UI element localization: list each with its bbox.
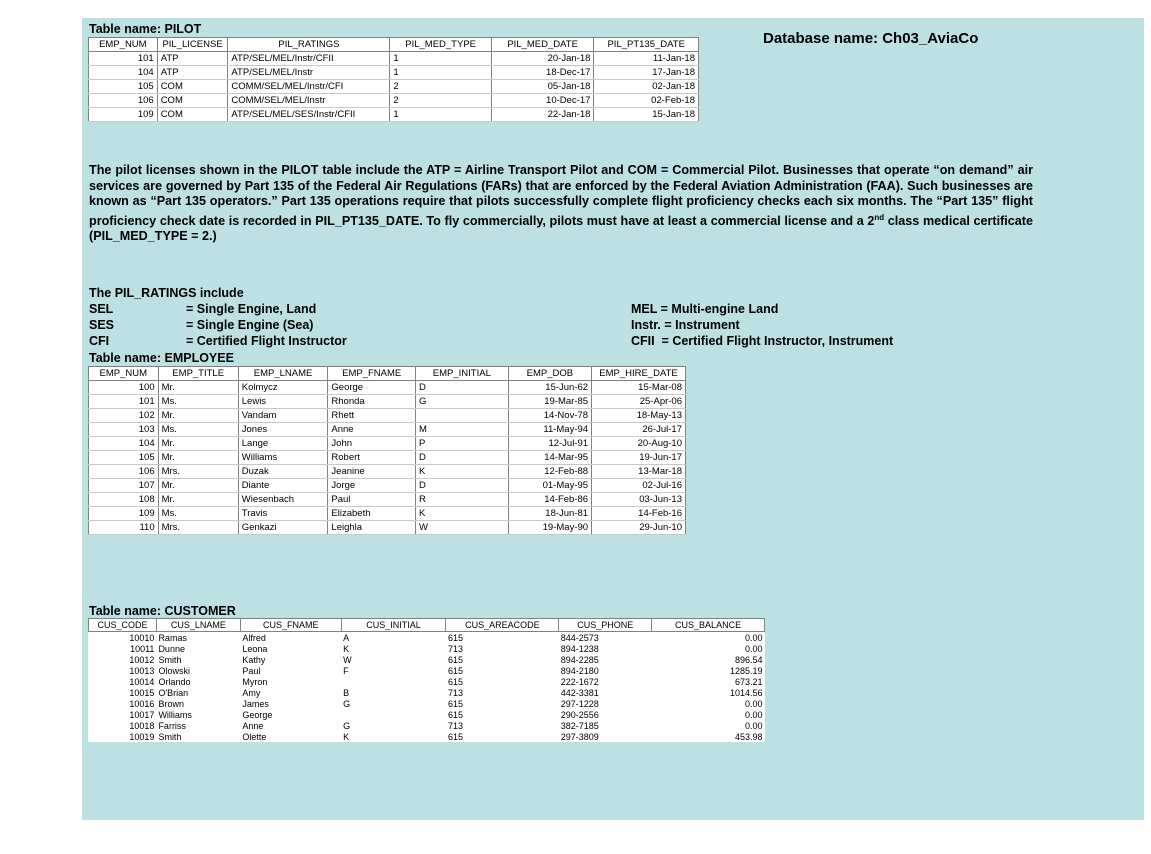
customer-row [89,698,765,709]
employee-cell-fname: John [328,437,416,451]
employee-cell-fname: Anne [328,423,416,437]
customer-cell-areacode: 615 [447,698,463,709]
employee-cell-lname: Wiesenbach [238,493,328,507]
pilot-cell-med-date: 05-Jan-18 [491,80,594,94]
pilot-cell-med-type: 2 [390,80,491,94]
employee-cell-initial: D [415,479,508,493]
rating-mel: MEL = Multi-engine Land [631,302,779,316]
employee-cell-dob: 19-May-90 [508,521,591,535]
customer-cell-balance: 453.98 [734,731,763,742]
pilot-cell-ratings: COMM/SEL/MEL/Instr [228,94,390,108]
customer-cell-initial [341,676,446,687]
pilot-cell-emp-num: 104 [89,66,158,80]
employee-cell-initial: G [415,395,508,409]
employee-col-dob: EMP_DOB [508,367,591,381]
customer-table-title: Table name: CUSTOMER [89,604,236,618]
employee-cell-lname: Lange [238,437,328,451]
pilot-row [89,108,699,122]
customer-cell-code: 10016 [129,698,155,709]
pilot-cell-pt135-date: 02-Jan-18 [594,80,699,94]
pilot-row [89,66,699,80]
customer-cell-phone: 894-1238 [560,643,599,654]
customer-cell-lname: Farriss [158,720,186,731]
employee-cell-hire-date: 18-May-13 [592,409,686,423]
customer-cell-phone: 844-2573 [560,632,599,643]
paragraph-main: The pilot licenses shown in the PILOT table include the ATP = Airline Transport Pilot and COM = Commercial Pilot. Businesses that operate “on demand” air services are governed by Part 135 of the Federal Air Regulations (FARs) that are enforced by the Federal Aviation Administration (FAA). Such businesses are known as “Part 135 operators.” Part 135 operations require that pilots successfully complete flight proficiency checks each six months. The “Part 135” flight proficiency check date is recorded in PIL_PT135_DATE. To fly commercially, pilots must have at least a commercial license and a 2 [89,163,1033,228]
employee-cell-dob: 12-Feb-88 [508,465,591,479]
pilot-cell-med-type: 2 [390,94,491,108]
customer-cell-areacode: 615 [447,632,463,643]
employee-cell-emp-num: 106 [89,465,159,479]
employee-table-title: Table name: EMPLOYEE [89,351,234,365]
employee-cell-title: Mr. [158,493,238,507]
employee-cell-lname: Williams [238,451,328,465]
pilot-cell-med-date: 22-Jan-18 [491,108,594,122]
customer-col-balance: CUS_BALANCE [652,619,765,632]
customer-cell-initial: W [343,654,352,665]
employee-cell-title: Mrs. [158,521,238,535]
customer-header-row [89,619,765,632]
customer-cell-fname: George [242,709,273,720]
pilot-cell-emp-num: 105 [89,80,158,94]
employee-cell-fname: Jeanine [328,465,416,479]
employee-cell-initial: R [415,493,508,507]
customer-cell-phone: 442-3381 [560,687,599,698]
employee-cell-emp-num: 110 [89,521,159,535]
employee-cell-lname: Vandam [238,409,328,423]
customer-row [89,709,765,720]
rating-desc-sel: = Single Engine, Land [186,302,317,316]
customer-cell-lname: Orlando [158,676,191,687]
customer-cell-lname: Dunne [158,643,185,654]
employee-cell-title: Mr. [158,451,238,465]
customer-cell-lname: Smith [158,731,182,742]
employee-cell-emp-num: 104 [89,437,159,451]
employee-table [88,366,686,535]
customer-cell-initial [341,709,446,720]
pilot-cell-ratings: COMM/SEL/MEL/Instr/CFI [228,80,390,94]
rating-desc-ses: = Single Engine (Sea) [186,318,314,332]
employee-cell-dob: 19-Mar-85 [508,395,591,409]
pilot-cell-med-date: 10-Dec-17 [491,94,594,108]
employee-cell-lname: Duzak [238,465,328,479]
employee-cell-initial: P [415,437,508,451]
employee-cell-dob: 01-May-95 [508,479,591,493]
employee-col-hire-date: EMP_HIRE_DATE [592,367,686,381]
rating-code-ses: SES [89,318,115,332]
pilot-cell-med-type: 1 [390,52,491,66]
employee-row [89,451,686,465]
employee-cell-title: Ms. [158,395,238,409]
customer-cell-lname: O'Brian [158,687,189,698]
pilot-col-med-date: PIL_MED_DATE [491,38,594,52]
customer-cell-initial: K [343,731,350,742]
customer-row [89,687,765,698]
employee-col-initial: EMP_INITIAL [415,367,508,381]
customer-cell-balance: 1014.56 [729,687,763,698]
customer-row [89,654,765,665]
customer-cell-initial: A [343,632,350,643]
description-paragraph [89,163,1033,245]
employee-col-fname: EMP_FNAME [328,367,416,381]
customer-cell-lname: Brown [158,698,184,709]
employee-cell-initial: D [415,381,508,395]
customer-cell-areacode: 713 [447,720,463,731]
customer-table [88,618,765,742]
pilot-cell-pt135-date: 15-Jan-18 [594,108,699,122]
rating-desc-cfi: = Certified Flight Instructor [186,334,347,348]
customer-cell-initial: B [343,687,350,698]
customer-row [89,665,765,676]
employee-cell-fname: Rhonda [328,395,416,409]
pilot-cell-license: COM [157,94,228,108]
customer-cell-code: 10011 [130,643,155,654]
employee-cell-lname: Travis [238,507,328,521]
rating-instr: Instr. = Instrument [631,318,740,332]
customer-row [89,632,765,644]
customer-cell-balance: 0.00 [744,632,763,643]
employee-row [89,395,686,409]
customer-cell-balance: 0.00 [744,709,763,720]
customer-cell-areacode: 615 [447,665,463,676]
employee-cell-dob: 14-Mar-95 [508,451,591,465]
employee-cell-emp-num: 109 [89,507,159,521]
employee-cell-lname: Genkazi [238,521,328,535]
employee-cell-emp-num: 101 [89,395,159,409]
employee-cell-emp-num: 108 [89,493,159,507]
pilot-cell-pt135-date: 02-Feb-18 [594,94,699,108]
employee-row [89,507,686,521]
customer-col-initial: CUS_INITIAL [341,619,446,632]
employee-cell-dob: 15-Jun-62 [508,381,591,395]
employee-cell-emp-num: 100 [89,381,159,395]
employee-cell-title: Mr. [158,479,238,493]
customer-cell-phone: 290-2556 [560,709,599,720]
employee-cell-dob: 12-Jul-91 [508,437,591,451]
customer-cell-code: 10010 [129,632,155,643]
employee-cell-emp-num: 107 [89,479,159,493]
customer-cell-fname: Olette [242,731,267,742]
pilot-cell-med-type: 1 [390,66,491,80]
customer-cell-areacode: 713 [447,643,463,654]
customer-cell-phone: 894-2180 [560,665,599,676]
employee-cell-hire-date: 25-Apr-06 [592,395,686,409]
customer-cell-fname: James [242,698,269,709]
pilot-cell-license: COM [157,80,228,94]
customer-cell-balance: 673.21 [734,676,763,687]
employee-cell-lname: Jones [238,423,328,437]
employee-cell-title: Ms. [158,507,238,521]
customer-cell-code: 10014 [129,676,155,687]
employee-cell-hire-date: 19-Jun-17 [592,451,686,465]
customer-cell-phone: 297-1228 [560,698,599,709]
pilot-cell-ratings: ATP/SEL/MEL/Instr/CFII [228,52,390,66]
employee-cell-initial: K [415,507,508,521]
pilot-col-pt135-date: PIL_PT135_DATE [594,38,699,52]
employee-cell-hire-date: 26-Jul-17 [592,423,686,437]
customer-cell-areacode: 615 [447,676,463,687]
employee-row [89,437,686,451]
employee-cell-initial: K [415,465,508,479]
employee-cell-hire-date: 03-Jun-13 [592,493,686,507]
customer-cell-code: 10012 [129,654,155,665]
employee-cell-fname: Robert [328,451,416,465]
customer-cell-lname: Olowski [158,665,190,676]
customer-cell-phone: 894-2285 [560,654,599,665]
customer-cell-lname: Williams [158,709,192,720]
employee-cell-initial: D [415,451,508,465]
customer-row [89,720,765,731]
paragraph-superscript: nd [874,212,885,222]
customer-cell-balance: 0.00 [744,643,763,654]
employee-cell-fname: Leighla [328,521,416,535]
pilot-row [89,80,699,94]
pilot-col-med-type: PIL_MED_TYPE [390,38,491,52]
database-name: Database name: Ch03_AviaCo [763,30,979,47]
employee-cell-hire-date: 14-Feb-16 [592,507,686,521]
employee-cell-lname: Lewis [238,395,328,409]
customer-col-phone: CUS_PHONE [559,619,652,632]
customer-col-lname: CUS_LNAME [156,619,240,632]
pilot-cell-emp-num: 101 [89,52,158,66]
customer-col-areacode: CUS_AREACODE [446,619,559,632]
customer-cell-balance: 0.00 [744,720,763,731]
customer-cell-areacode: 615 [447,709,463,720]
customer-cell-lname: Ramas [158,632,187,643]
employee-cell-fname: Jorge [328,479,416,493]
employee-cell-title: Ms. [158,423,238,437]
customer-cell-balance: 0.00 [744,698,763,709]
pilot-cell-license: COM [157,108,228,122]
customer-row [89,731,765,742]
pilot-cell-license: ATP [157,66,228,80]
customer-cell-fname: Amy [242,687,261,698]
rating-cfii: CFII = Certified Flight Instructor, Instrument [631,334,894,348]
pilot-row [89,52,699,66]
employee-col-title: EMP_TITLE [158,367,238,381]
pilot-header-row [89,38,699,52]
employee-cell-hire-date: 29-Jun-10 [592,521,686,535]
employee-row [89,465,686,479]
customer-cell-phone: 222-1672 [560,676,599,687]
customer-cell-initial: F [343,665,349,676]
customer-cell-code: 10017 [129,709,155,720]
rating-code-cfi: CFI [89,334,110,348]
employee-cell-title: Mrs. [158,465,238,479]
employee-cell-title: Mr. [158,437,238,451]
customer-cell-initial: K [343,643,350,654]
pilot-cell-med-date: 20-Jan-18 [491,52,594,66]
employee-cell-emp-num: 105 [89,451,159,465]
employee-cell-hire-date: 13-Mar-18 [592,465,686,479]
employee-cell-hire-date: 20-Aug-10 [592,437,686,451]
pilot-cell-emp-num: 106 [89,94,158,108]
pilot-cell-emp-num: 109 [89,108,158,122]
employee-cell-initial [415,409,508,423]
employee-cell-dob: 14-Feb-86 [508,493,591,507]
pilot-cell-ratings: ATP/SEL/MEL/SES/Instr/CFII [228,108,390,122]
employee-cell-hire-date: 02-Jul-16 [592,479,686,493]
pilot-col-license: PIL_LICENSE [157,38,228,52]
employee-cell-title: Mr. [158,409,238,423]
customer-cell-balance: 896.54 [734,654,763,665]
customer-row [89,676,765,687]
customer-cell-initial: G [343,720,351,731]
employee-row [89,409,686,423]
employee-row [89,479,686,493]
pilot-table-title: Table name: PILOT [89,22,202,36]
employee-cell-hire-date: 15-Mar-08 [592,381,686,395]
customer-cell-initial: G [343,698,351,709]
customer-cell-areacode: 713 [447,687,463,698]
customer-row [89,643,765,654]
customer-cell-code: 10013 [129,665,155,676]
pilot-row [89,94,699,108]
ratings-heading: The PIL_RATINGS include [89,286,244,300]
customer-cell-fname: Anne [242,720,264,731]
employee-header-row [89,367,686,381]
customer-cell-fname: Myron [242,676,268,687]
customer-cell-code: 10019 [129,731,155,742]
customer-cell-phone: 297-3809 [560,731,599,742]
pilot-table [88,37,699,122]
employee-cell-emp-num: 103 [89,423,159,437]
pilot-cell-ratings: ATP/SEL/MEL/Instr [228,66,390,80]
pilot-cell-pt135-date: 17-Jan-18 [594,66,699,80]
customer-cell-code: 10018 [129,720,155,731]
rating-code-sel: SEL [89,302,114,316]
customer-cell-fname: Kathy [242,654,266,665]
customer-cell-balance: 1285.19 [729,665,763,676]
employee-cell-emp-num: 102 [89,409,159,423]
employee-cell-dob: 11-May-94 [508,423,591,437]
employee-cell-lname: Kolmycz [238,381,328,395]
customer-cell-fname: Leona [242,643,268,654]
customer-cell-code: 10015 [129,687,155,698]
employee-cell-lname: Diante [238,479,328,493]
employee-cell-initial: W [415,521,508,535]
customer-cell-phone: 382-7185 [560,720,599,731]
pilot-col-ratings: PIL_RATINGS [228,38,390,52]
employee-col-emp-num: EMP_NUM [89,367,159,381]
employee-row [89,493,686,507]
employee-row [89,423,686,437]
employee-cell-fname: Rhett [328,409,416,423]
pilot-cell-pt135-date: 11-Jan-18 [594,52,699,66]
employee-cell-dob: 18-Jun-81 [508,507,591,521]
employee-cell-initial: M [415,423,508,437]
customer-cell-fname: Paul [242,665,261,676]
customer-cell-lname: Smith [158,654,182,665]
customer-cell-areacode: 615 [447,654,463,665]
pilot-cell-license: ATP [157,52,228,66]
customer-cell-fname: Alfred [242,632,266,643]
customer-cell-areacode: 615 [447,731,463,742]
customer-col-fname: CUS_FNAME [240,619,341,632]
employee-cell-fname: Paul [328,493,416,507]
pilot-col-emp-num: EMP_NUM [89,38,158,52]
employee-cell-title: Mr. [158,381,238,395]
employee-cell-fname: Elizabeth [328,507,416,521]
customer-col-code: CUS_CODE [89,619,157,632]
employee-col-lname: EMP_LNAME [238,367,328,381]
employee-row [89,521,686,535]
employee-cell-dob: 14-Nov-78 [508,409,591,423]
employee-row [89,381,686,395]
paragraph-tail: class medical certificate (PIL_MED_TYPE = 2.) [89,213,1033,244]
employee-cell-fname: George [328,381,416,395]
pilot-cell-med-type: 1 [390,108,491,122]
pilot-cell-med-date: 18-Dec-17 [491,66,594,80]
